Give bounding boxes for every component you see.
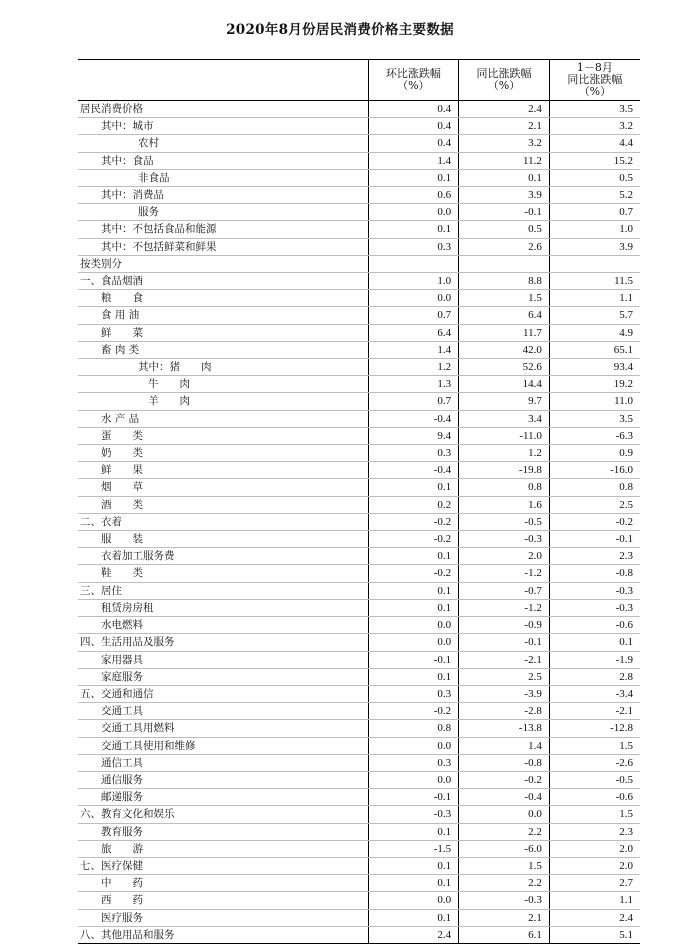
yoy-value: 3.4 (459, 410, 550, 427)
mom-value: 1.4 (368, 152, 459, 169)
row-label: 鲜 果 (78, 462, 368, 479)
row-label: 服 装 (78, 531, 368, 548)
ytd-value: 3.2 (549, 118, 640, 135)
yoy-value: 42.0 (459, 341, 550, 358)
table-row (78, 806, 640, 823)
ytd-value: -0.1 (549, 531, 640, 548)
table-row (78, 255, 640, 272)
mom-value: 0.1 (368, 548, 459, 565)
row-label: 七、医疗保健 (78, 857, 368, 874)
mom-value: -0.2 (368, 531, 459, 548)
yoy-value: 9.7 (459, 393, 550, 410)
table-row (78, 238, 640, 255)
mom-value: 1.4 (368, 341, 459, 358)
row-label: 通信工具 (78, 754, 368, 771)
row-label: 西 药 (78, 892, 368, 909)
yoy-value: -0.5 (459, 513, 550, 530)
yoy-value: -0.9 (459, 617, 550, 634)
ytd-value: 3.9 (549, 238, 640, 255)
row-label: 其中：城市 (78, 118, 368, 135)
row-label: 衣着加工服务费 (78, 548, 368, 565)
ytd-value: 1.1 (549, 290, 640, 307)
row-label: 蛋 类 (78, 427, 368, 444)
ytd-value: 15.2 (549, 152, 640, 169)
yoy-value: 0.5 (459, 221, 550, 238)
yoy-value: 2.2 (459, 823, 550, 840)
mom-value: 0.3 (368, 754, 459, 771)
row-label: 交通工具 (78, 703, 368, 720)
table-row (78, 857, 640, 874)
table-row (78, 324, 640, 341)
ytd-value: -3.4 (549, 685, 640, 702)
yoy-value: 8.8 (459, 273, 550, 290)
table-row (78, 875, 640, 892)
row-label: 家庭服务 (78, 668, 368, 685)
yoy-value: -1.2 (459, 599, 550, 616)
mom-value: 0.0 (368, 737, 459, 754)
table-row (78, 651, 640, 668)
yoy-value: 0.8 (459, 479, 550, 496)
mom-value: -1.5 (368, 840, 459, 857)
mom-value: -0.2 (368, 513, 459, 530)
yoy-value: -3.9 (459, 685, 550, 702)
table-row (78, 410, 640, 427)
table-row (78, 668, 640, 685)
yoy-value: -0.1 (459, 204, 550, 221)
table-row (78, 754, 640, 771)
ytd-value: 1.5 (549, 737, 640, 754)
yoy-value: -19.8 (459, 462, 550, 479)
mom-value: -0.1 (368, 789, 459, 806)
table-row (78, 771, 640, 788)
mom-value: 0.0 (368, 204, 459, 221)
ytd-value: 2.3 (549, 823, 640, 840)
table-row (78, 531, 640, 548)
row-label: 其中：不包括食品和能源 (78, 221, 368, 238)
mom-value (368, 255, 459, 272)
row-label: 酒 类 (78, 496, 368, 513)
ytd-value: 2.7 (549, 875, 640, 892)
row-label: 畜 肉 类 (78, 341, 368, 358)
yoy-value: 11.2 (459, 152, 550, 169)
header-mom-unit: （%） (397, 79, 430, 92)
header-ytd-label: 同比涨跌幅 (567, 73, 623, 86)
table-row (78, 840, 640, 857)
ytd-value: 4.9 (549, 324, 640, 341)
yoy-value: 6.4 (459, 307, 550, 324)
yoy-value: 0.0 (459, 806, 550, 823)
ytd-value: -16.0 (549, 462, 640, 479)
ytd-value: 5.1 (549, 926, 640, 943)
ytd-value: -0.3 (549, 582, 640, 599)
ytd-value: 2.0 (549, 857, 640, 874)
table-row (78, 548, 640, 565)
ytd-value: 5.7 (549, 307, 640, 324)
mom-value: 0.1 (368, 479, 459, 496)
ytd-value: 93.4 (549, 359, 640, 376)
row-label: 烟 草 (78, 479, 368, 496)
mom-value: 0.0 (368, 771, 459, 788)
mom-value: -0.2 (368, 703, 459, 720)
yoy-value: 14.4 (459, 376, 550, 393)
ytd-value: 0.1 (549, 634, 640, 651)
ytd-value: 0.8 (549, 479, 640, 496)
mom-value: 2.4 (368, 926, 459, 943)
table-row (78, 204, 640, 221)
yoy-value: 2.5 (459, 668, 550, 685)
yoy-value: 6.1 (459, 926, 550, 943)
yoy-value: 2.4 (459, 101, 550, 118)
row-label: 邮递服务 (78, 789, 368, 806)
ytd-value: 4.4 (549, 135, 640, 152)
ytd-value: -0.6 (549, 789, 640, 806)
yoy-value: -13.8 (459, 720, 550, 737)
row-label: 奶 类 (78, 445, 368, 462)
row-label: 鞋 类 (78, 565, 368, 582)
row-label: 交通工具用燃料 (78, 720, 368, 737)
mom-value: 0.8 (368, 720, 459, 737)
mom-value: 1.0 (368, 273, 459, 290)
ytd-value: -6.3 (549, 427, 640, 444)
ytd-value: 0.7 (549, 204, 640, 221)
table-row (78, 703, 640, 720)
mom-value: -0.4 (368, 462, 459, 479)
ytd-value: 11.5 (549, 273, 640, 290)
ytd-value: 5.2 (549, 187, 640, 204)
row-label: 服务 (78, 204, 368, 221)
table-row (78, 393, 640, 410)
row-label: 水 产 品 (78, 410, 368, 427)
table-row (78, 789, 640, 806)
header-yoy-label: 同比涨跌幅 (476, 67, 532, 80)
row-label: 医疗服务 (78, 909, 368, 926)
page-title: 2020年8月份居民消费价格主要数据 (226, 22, 454, 38)
table-row (78, 376, 640, 393)
row-label: 四、生活用品及服务 (78, 634, 368, 651)
table-row (78, 169, 640, 186)
row-label: 五、交通和通信 (78, 685, 368, 702)
cpi-data-table (78, 59, 640, 944)
ytd-value (549, 255, 640, 272)
table-header (78, 60, 640, 101)
mom-value: 0.1 (368, 823, 459, 840)
row-label: 二、衣着 (78, 513, 368, 530)
row-label: 中 药 (78, 875, 368, 892)
row-label: 羊 肉 (78, 393, 368, 410)
mom-value: 0.7 (368, 307, 459, 324)
table-row (78, 926, 640, 943)
header-category (78, 60, 368, 101)
row-label: 通信服务 (78, 771, 368, 788)
row-label: 其中：猪 肉 (78, 359, 368, 376)
header-yoy (459, 60, 550, 101)
row-label: 家用器具 (78, 651, 368, 668)
table-row (78, 496, 640, 513)
table-row (78, 685, 640, 702)
table-row (78, 513, 640, 530)
ytd-value: -2.6 (549, 754, 640, 771)
table-row (78, 273, 640, 290)
table-row (78, 341, 640, 358)
ytd-value: 3.5 (549, 101, 640, 118)
table-row (78, 187, 640, 204)
yoy-value: 3.2 (459, 135, 550, 152)
ytd-value: 1.0 (549, 221, 640, 238)
yoy-value: -0.3 (459, 531, 550, 548)
ytd-value: -0.6 (549, 617, 640, 634)
yoy-value: 2.0 (459, 548, 550, 565)
yoy-value: -2.1 (459, 651, 550, 668)
mom-value: 0.4 (368, 118, 459, 135)
yoy-value: -0.8 (459, 754, 550, 771)
mom-value: 0.1 (368, 582, 459, 599)
yoy-value: -0.3 (459, 892, 550, 909)
yoy-value: 1.6 (459, 496, 550, 513)
yoy-value: 1.5 (459, 857, 550, 874)
ytd-value: 2.3 (549, 548, 640, 565)
yoy-value: -0.4 (459, 789, 550, 806)
mom-value: 0.3 (368, 685, 459, 702)
mom-value: 0.3 (368, 445, 459, 462)
table-row (78, 445, 640, 462)
row-label: 其中：不包括鲜菜和鲜果 (78, 238, 368, 255)
mom-value: 9.4 (368, 427, 459, 444)
yoy-value: 1.2 (459, 445, 550, 462)
table-row (78, 634, 640, 651)
row-label: 农村 (78, 135, 368, 152)
ytd-value: 2.4 (549, 909, 640, 926)
table-row (78, 290, 640, 307)
mom-value: 0.1 (368, 875, 459, 892)
ytd-value: 1.1 (549, 892, 640, 909)
mom-value: -0.3 (368, 806, 459, 823)
ytd-value: 2.0 (549, 840, 640, 857)
mom-value: 0.0 (368, 892, 459, 909)
header-ytd-unit: （%） (578, 85, 612, 98)
row-label: 旅 游 (78, 840, 368, 857)
yoy-value: 2.6 (459, 238, 550, 255)
header-ytd (549, 60, 640, 101)
mom-value: -0.4 (368, 410, 459, 427)
row-label: 食 用 油 (78, 307, 368, 324)
yoy-value: 11.7 (459, 324, 550, 341)
table-row (78, 617, 640, 634)
row-label: 牛 肉 (78, 376, 368, 393)
mom-value: 0.1 (368, 857, 459, 874)
ytd-value: -0.3 (549, 599, 640, 616)
table-row (78, 565, 640, 582)
table-row (78, 221, 640, 238)
row-label: 租赁房房租 (78, 599, 368, 616)
ytd-value: -2.1 (549, 703, 640, 720)
yoy-value: -11.0 (459, 427, 550, 444)
ytd-value: 19.2 (549, 376, 640, 393)
header-ytd-period: 1－8月 (576, 61, 613, 74)
ytd-value: 1.5 (549, 806, 640, 823)
table-body (78, 101, 640, 944)
ytd-value: 0.9 (549, 445, 640, 462)
table-row (78, 152, 640, 169)
yoy-value: 1.5 (459, 290, 550, 307)
table-row (78, 462, 640, 479)
table-row (78, 135, 640, 152)
table-row (78, 599, 640, 616)
mom-value: 0.1 (368, 909, 459, 926)
mom-value: 6.4 (368, 324, 459, 341)
ytd-value: 11.0 (549, 393, 640, 410)
row-label: 水电燃料 (78, 617, 368, 634)
table-row (78, 737, 640, 754)
ytd-value: 2.5 (549, 496, 640, 513)
mom-value: -0.1 (368, 651, 459, 668)
yoy-value: 52.6 (459, 359, 550, 376)
mom-value: 0.1 (368, 221, 459, 238)
table-row (78, 582, 640, 599)
table-row (78, 720, 640, 737)
ytd-value: -0.5 (549, 771, 640, 788)
mom-value: -0.2 (368, 565, 459, 582)
yoy-value: -0.7 (459, 582, 550, 599)
ytd-value: -1.9 (549, 651, 640, 668)
row-label: 鲜 菜 (78, 324, 368, 341)
row-label: 八、其他用品和服务 (78, 926, 368, 943)
mom-value: 0.4 (368, 101, 459, 118)
header-mom-label: 环比涨跌幅 (385, 67, 441, 80)
mom-value: 1.3 (368, 376, 459, 393)
yoy-value: 1.4 (459, 737, 550, 754)
table-row (78, 101, 640, 118)
mom-value: 0.1 (368, 599, 459, 616)
row-label: 居民消费价格 (78, 101, 368, 118)
yoy-value: -6.0 (459, 840, 550, 857)
ytd-value: 65.1 (549, 341, 640, 358)
row-label: 非食品 (78, 169, 368, 186)
row-label: 其中：消费品 (78, 187, 368, 204)
mom-value: 0.1 (368, 169, 459, 186)
ytd-value: -0.2 (549, 513, 640, 530)
mom-value: 0.7 (368, 393, 459, 410)
mom-value: 1.2 (368, 359, 459, 376)
ytd-value: 2.8 (549, 668, 640, 685)
yoy-value: -0.1 (459, 634, 550, 651)
ytd-value: -12.8 (549, 720, 640, 737)
mom-value: 0.1 (368, 668, 459, 685)
row-label: 其中：食品 (78, 152, 368, 169)
yoy-value: 2.2 (459, 875, 550, 892)
ytd-value: -0.8 (549, 565, 640, 582)
row-label: 交通工具使用和维修 (78, 737, 368, 754)
table-row (78, 427, 640, 444)
yoy-value: 3.9 (459, 187, 550, 204)
yoy-value: -0.2 (459, 771, 550, 788)
row-label: 三、居住 (78, 582, 368, 599)
mom-value: 0.4 (368, 135, 459, 152)
mom-value: 0.0 (368, 617, 459, 634)
yoy-value: 0.1 (459, 169, 550, 186)
yoy-value: -2.8 (459, 703, 550, 720)
header-mom (368, 60, 459, 101)
yoy-value: -1.2 (459, 565, 550, 582)
row-label: 按类别分 (78, 255, 368, 272)
row-label: 粮 食 (78, 290, 368, 307)
row-label: 六、教育文化和娱乐 (78, 806, 368, 823)
yoy-value: 2.1 (459, 118, 550, 135)
mom-value: 0.6 (368, 187, 459, 204)
table-row (78, 823, 640, 840)
yoy-value: 2.1 (459, 909, 550, 926)
table-row (78, 892, 640, 909)
yoy-value (459, 255, 550, 272)
table-row (78, 307, 640, 324)
mom-value: 0.0 (368, 290, 459, 307)
header-yoy-unit: （%） (487, 79, 521, 92)
row-label: 教育服务 (78, 823, 368, 840)
mom-value: 0.3 (368, 238, 459, 255)
row-label: 一、食品烟酒 (78, 273, 368, 290)
mom-value: 0.2 (368, 496, 459, 513)
table-row (78, 359, 640, 376)
table-row (78, 118, 640, 135)
ytd-value: 3.5 (549, 410, 640, 427)
ytd-value: 0.5 (549, 169, 640, 186)
table-row (78, 479, 640, 496)
mom-value: 0.0 (368, 634, 459, 651)
